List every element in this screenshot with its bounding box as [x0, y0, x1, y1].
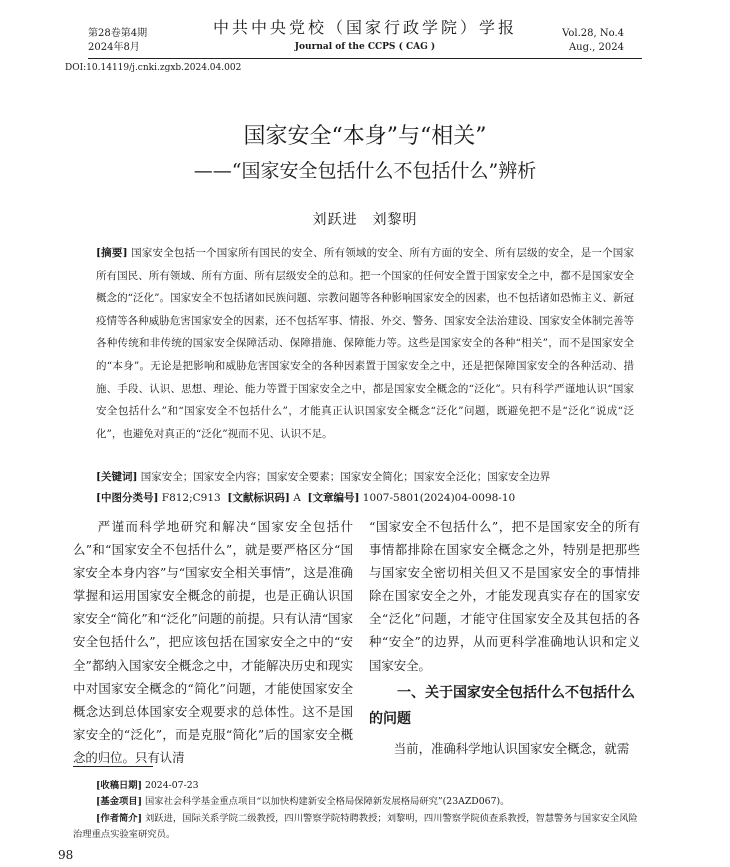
abstract-label: [摘要] — [96, 247, 128, 259]
doc-code-label: [文献标识码] — [227, 492, 290, 504]
article-subtitle: ——“国家安全包括什么不包括什么”辨析 — [193, 160, 537, 182]
keywords-text: 国家安全；国家安全内容；国家安全要素；国家安全简化；国家安全泛化；国家安全边界 — [140, 471, 551, 483]
header-date-en: Aug., 2024 — [568, 42, 624, 53]
article-no-label: [文章编号] — [307, 492, 360, 504]
received-date: 2024-07-23 — [144, 780, 199, 791]
footnote-divider — [73, 766, 153, 767]
doc-code-value: A — [293, 492, 301, 504]
header-divider — [88, 58, 642, 59]
fund-label: [基金项目] — [96, 796, 142, 807]
header-issue: 第28卷第4期 — [88, 28, 148, 39]
journal-title-en: Journal of the CCPS ( CAG ) — [294, 42, 436, 52]
keywords — [96, 467, 634, 487]
body-column-right-continued: 当前，准确科学地认识国家安全概念，就需 — [393, 741, 630, 756]
header-issue-en: Vol.28, No.4 — [562, 28, 624, 39]
received-label: [收稿日期] — [96, 780, 142, 791]
fund-text: 国家社会科学基金重点项目“以加快构建新安全格局保障新发展格局研究”(23AZD067)。 — [144, 796, 510, 807]
keywords-label: [关键词] — [96, 471, 138, 483]
article-no-value: 1007-5801(2024)04-0098-10 — [362, 492, 516, 504]
header-date: 2024年8月 — [88, 42, 140, 53]
author-bio-text: 刘跃进，国际关系学院二级教授，四川警察学院特聘教授；刘黎明，四川警察学院侦查系教授，智慧警务与国家安全风险治理重点实验室研究员。 — [73, 813, 638, 840]
doi: DOI:10.14119/j.cnki.zgxb.2024.04.002 — [65, 63, 242, 73]
header-volume-info-en — [562, 27, 624, 55]
author-bio-label: [作者简介] — [96, 813, 142, 824]
footnote-received — [96, 778, 641, 794]
body-column-right: “国家安全不包括什么”，把不是国家安全的所有事情都排除在国家安全概念之外，特别是把那些与国家安全密切相关但又不是国家安全的事情排除在国家安全之外，才能发现真实存在的国家安全“泛化”问题，才能守住国家安全及其包括的各种“安全”的边界，从而更科学准确地认识和定义国家安全。 — [369, 519, 640, 673]
clc-value: F812;C913 — [161, 492, 221, 504]
footnote-fund — [96, 794, 641, 810]
page-number: 98 — [58, 848, 74, 862]
footnote-author — [73, 811, 641, 843]
authors: 刘跃进 刘黎明 — [312, 212, 418, 228]
abstract — [96, 242, 634, 445]
abstract-text: 国家安全包括一个国家所有国民的安全、所有领域的安全、所有方面的安全、所有层级的安全，是一个国家所有国民、所有领域、所有方面、所有层级安全的总和。把一个国家的任何安全置于国家安全之中，都不是国家安全概念的“泛化”。国家安全不包括诸如民族问题、宗教问题等各种影响国家安全的因素，也不包括诸如恐怖主义、新冠疫情等各种威胁危害国家安全的因素，还不包括军事、情报、外交、警务、国家安全法治建设、国家安全体制完善等各种传统和非传统的国家安全保障活动、保障措施、保障能力等。这些是国家安全的各种“相关”，而不是国家安全的“本身”。无论是把影响和威胁危害国家安全的各种因素置于国家安全之中，还是把保障国家安全的各种活动、措施、手段、认识、思想、理论、能力等置于国家安全之中，都是国家安全概念的“泛化”。只有科学严谨地认识“国家安全包括什么”和“国家安全不包括什么”，才能真正认识国家安全概念“泛化”问题，既避免把不是“泛化”说成“泛化”，也避免对真正的“泛化”视而不见、认识不足。 — [96, 247, 635, 440]
classification — [96, 488, 634, 508]
section-heading: 一、关于国家安全包括什么不包括什么的问题 — [369, 685, 635, 727]
clc-label: [中图分类号] — [96, 492, 159, 504]
body-column-left: 严谨而科学地研究和解决“国家安全包括什么”和“国家安全不包括什么”，就是要严格区分“国家安全本身内容”与“国家安全相关事情”，这是准确掌握和运用国家安全概念的前提，也是正确认识国家安全“简化”和“泛化”问题的前提。只有认清“国家安全包括什么”，把应该包括在国家安全之中的“安全”都纳入国家安全概念之中，才能解决历史和现实中对国家安全概念的“简化”问题，才能使国家安全概念达到总体国家安全观要求的总体性。这不是国家安全的“泛化”，而是克服“简化”后的国家安全概念的归位。只有认清 — [73, 519, 353, 765]
article-title: 国家安全“本身”与“相关” — [243, 124, 487, 149]
journal-title-cn: 中共中央党校（国家行政学院）学报 — [212, 18, 517, 37]
